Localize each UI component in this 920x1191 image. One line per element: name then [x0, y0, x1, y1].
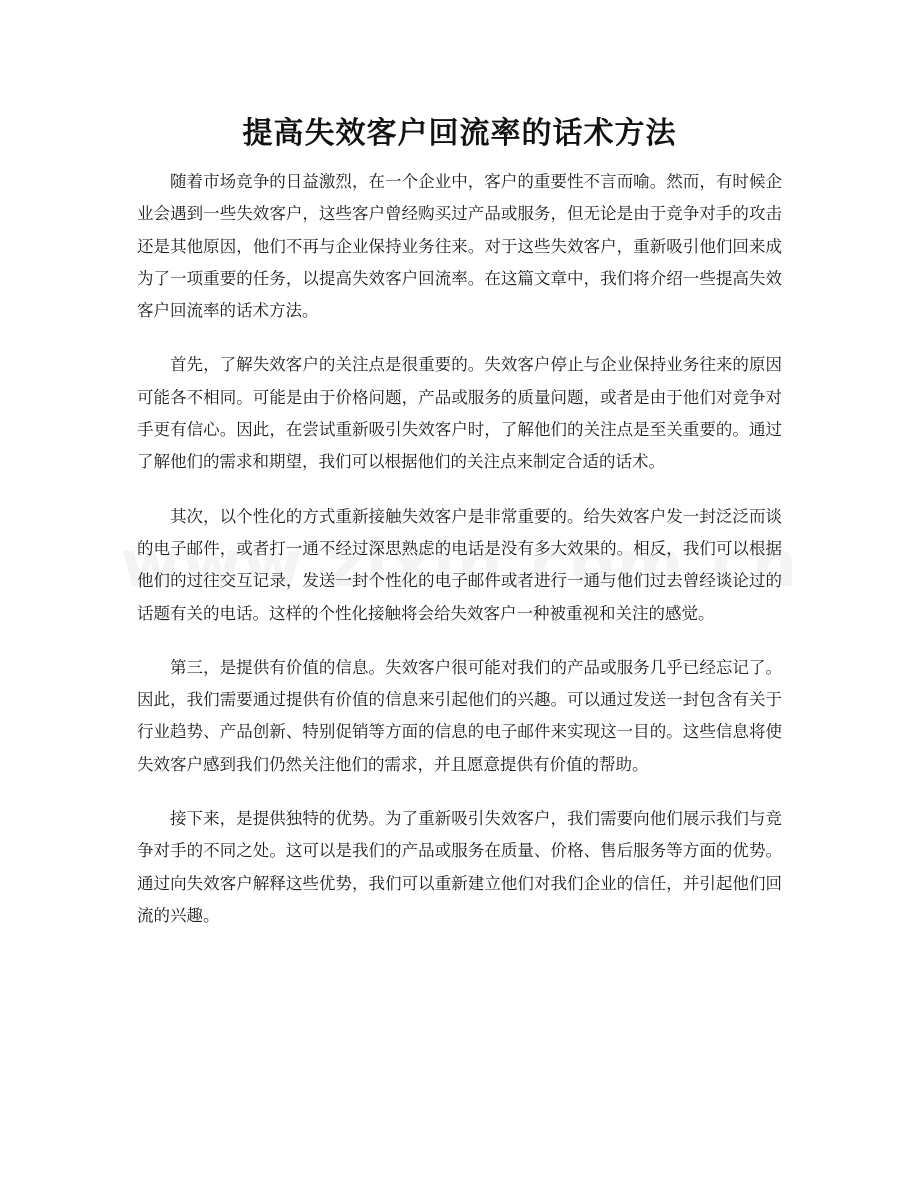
paragraph-3: 其次，以个性化的方式重新接触失效客户是非常重要的。给失效客户发一封泛泛而谈的电子邮件，或者打一通不经过深思熟虑的电话是没有多大效果的。相反，我们可以根据他们的过往交互记录，发送一封个性化的电子邮件或者进行一通与他们过去曾经谈论过的话题有关的电话。这样的个性化接触将会给失效客户一种被重视和关注的感觉。 — [137, 506, 782, 623]
document-body — [137, 166, 782, 932]
page-title: 提高失效客户回流率的话术方法 — [242, 116, 677, 151]
paragraph-1: 随着市场竞争的日益激烈，在一个企业中，客户的重要性不言而喻。然而，有时候企业会遇到一些失效客户，这些客户曾经购买过产品或服务，但无论是由于竞争对手的攻击还是其他原因，他们不再与企业保持业务往来。对于这些失效客户，重新吸引他们回来成为了一项重要的任务，以提高失效客户回流率。在这篇文章中，我们将介绍一些提高失效客户回流率的话术方法。 — [137, 172, 782, 321]
paragraph-5: 接下来，是提供独特的优势。为了重新吸引失效客户，我们需要向他们展示我们与竞争对手的不同之处。这可以是我们的产品或服务在质量、价格、售后服务等方面的优势。通过向失效客户解释这些优势，我们可以重新建立他们对我们企业的信任，并引起他们回流的兴趣。 — [137, 809, 782, 925]
paragraph-2: 首先，了解失效客户的关注点是很重要的。失效客户停止与企业保持业务往来的原因可能各不相同。可能是由于价格问题，产品或服务的质量问题，或者是由于他们对竞争对手更有信心。因此，在尝试重新吸引失效客户时，了解他们的关注点是至关重要的。通过了解他们的需求和期望，我们可以根据他们的关注点来制定合适的话术。 — [137, 355, 782, 472]
paragraph-4: 第三，是提供有价值的信息。失效客户很可能对我们的产品或服务几乎已经忘记了。因此，我们需要通过提供有价值的信息来引起他们的兴趣。可以通过发送一封包含有关于行业趋势、产品创新、特别促销等方面的信息的电子邮件来实现这一目的。这些信息将使失效客户感到我们仍然关注他们的需求，并且愿意提供有价值的帮助。 — [137, 657, 782, 774]
